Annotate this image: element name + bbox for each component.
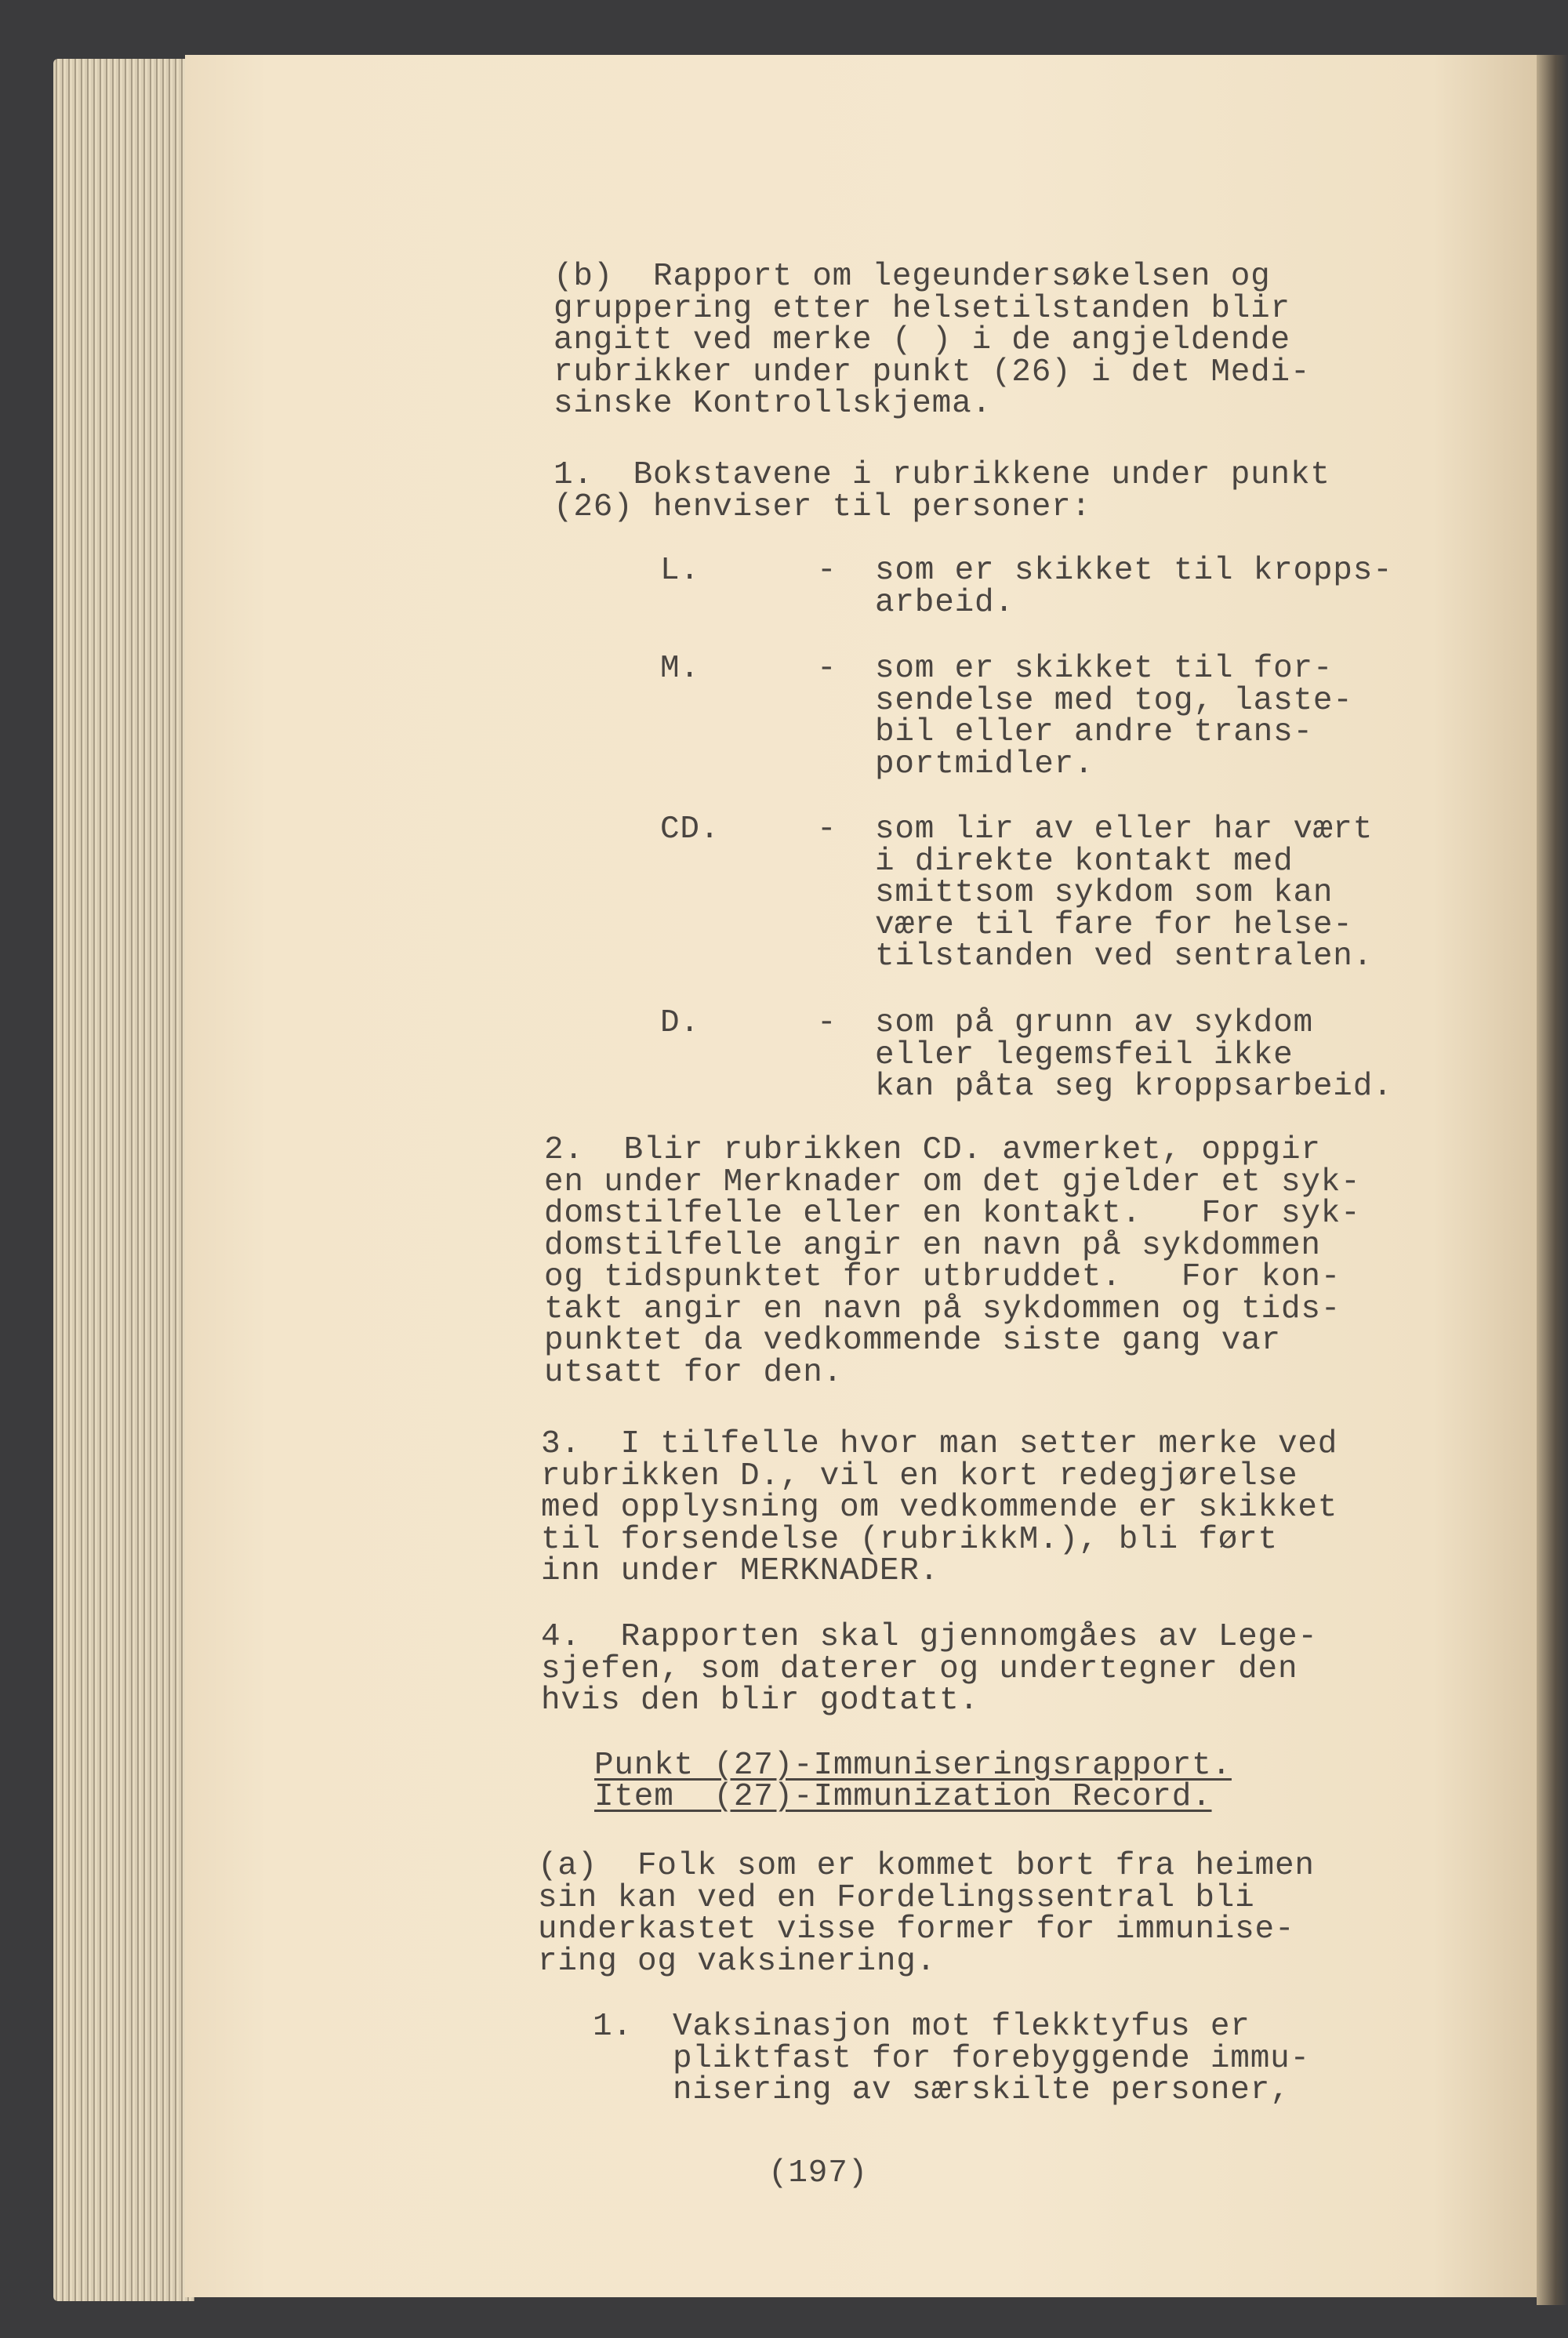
category-text-m: som er skikket til for- sendelse med tog, laste- bil eller andre trans- portmidler. [875,651,1353,782]
category-dash: - [817,553,837,589]
section-heading-norwegian: Punkt (27)-Immuniseringsrapport. [594,1748,1232,1784]
book-gutter-shadow [1537,55,1568,2305]
sub-item-1-text: Vaksinasjon mot flekktyfus er pliktfast for forebyggende immu- nisering av særskilte personer, [673,2009,1310,2108]
page-number: (197) [768,2155,869,2191]
category-text-d: som på grunn av sykdom eller legemsfeil ikke kan påta seg kroppsarbeid. [875,1005,1393,1105]
sub-item-1-number: 1. [593,2009,633,2045]
category-code-l: L. [660,553,700,589]
section-heading-english: Item (27)-Immunization Record. [594,1779,1212,1815]
paragraph-a: (a) Folk som er kommet bort fra heimen sin kan ved en Fordelingssentral bli underkastet visse former for immunise- ring og vaksinering. [538,1848,1315,1980]
paragraph-b: (b) Rapport om legeundersøkelsen og gruppering etter helsetilstanden blir angitt ved merke ( ) i de angjeldende rubrikker under punkt (26) i det Medi- sinske Kontrollskjema. [554,259,1311,422]
category-code-cd: CD. [660,811,720,848]
book-page-edges [53,59,194,2301]
category-code-m: M. [660,651,700,687]
category-dash: - [817,651,837,687]
category-text-cd: som lir av eller har vært i direkte kontakt med smittsom sykdom som kan være til fare for helse- tilstanden ved sentralen. [875,811,1374,975]
item-3: 3. I tilfelle hvor man setter merke ved rubrikken D., vil en kort redegjørelse med opplysning om vedkommende er skikket til forsendelse (rubrikkM.), bli ført inn under MERKNADER. [541,1426,1338,1589]
item-1: 1. Bokstavene i rubrikkene under punkt (26) henviser til personer: [554,457,1330,525]
item-4: 4. Rapporten skal gjennomgåes av Lege- sjefen, som daterer og undertegner den hvis den blir godtatt. [541,1619,1318,1719]
category-code-d: D. [660,1005,700,1041]
category-dash: - [817,811,837,848]
category-dash: - [817,1005,837,1041]
item-2: 2. Blir rubrikken CD. avmerket, oppgir en under Merknader om det gjelder et syk- domstilfelle eller en kontakt. For syk- domstilfelle angir en navn på sykdommen og tidspunktet for utbruddet. For kon- takt angir en navn på sykdommen og tids- punktet da vedkommende siste gang var utsatt for den. [544,1132,1361,1391]
category-text-l: som er skikket til kropps- arbeid. [875,553,1393,621]
